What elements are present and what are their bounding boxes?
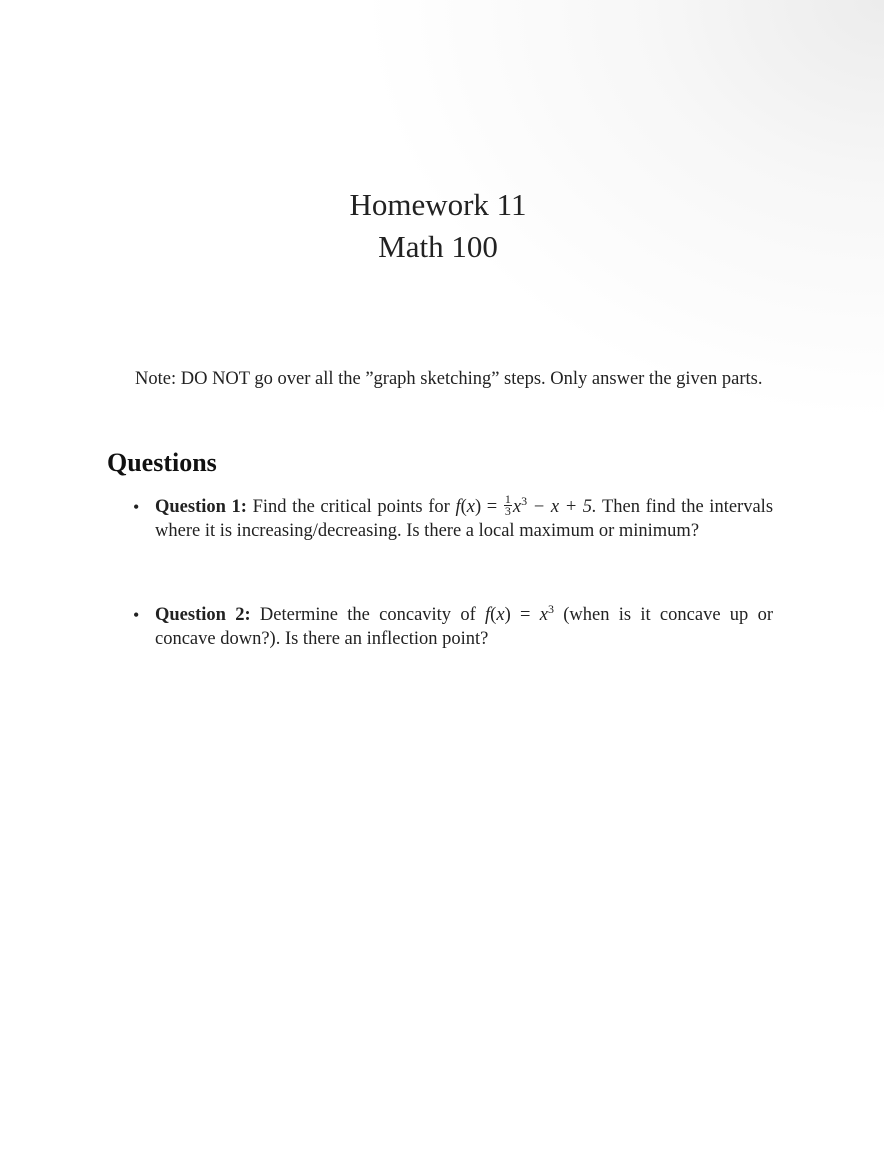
question-1-formula: f(x) = $\frac{1}{3}$ $x^3 - x + 5$. bbox=[455, 492, 597, 519]
question-1 bbox=[133, 492, 774, 543]
question-1-text-after: Then find the intervals where it is increasing/decreasing. Is there a local maximum or minimum? bbox=[155, 497, 774, 542]
question-1-label: Question 1: bbox=[155, 497, 247, 517]
note-paragraph: Note: DO NOT go over all the ”graph sketching” steps. Only answer the given parts. bbox=[135, 369, 763, 389]
question-1-text-before: Find the critical points for bbox=[252, 497, 450, 517]
fraction-one-third: $\frac{1}{3}$ bbox=[504, 492, 511, 519]
bullet-icon: • bbox=[133, 605, 140, 625]
bullet-icon: • bbox=[133, 497, 140, 517]
questions-heading: Questions bbox=[107, 448, 217, 477]
question-2-formula: $f(x) = x^3$ bbox=[485, 601, 554, 625]
homework-title: Homework 11 bbox=[349, 187, 527, 222]
question-2-text-before: Determine the concavity of bbox=[259, 605, 476, 625]
title-block bbox=[0, 184, 884, 268]
course-title: Math 100 bbox=[378, 229, 498, 264]
question-2 bbox=[133, 601, 773, 651]
question-2-label: Question 2: bbox=[155, 605, 251, 625]
question-2-text-after: (when is it concave up or concave down?). Is there an inflection point? bbox=[155, 605, 773, 649]
